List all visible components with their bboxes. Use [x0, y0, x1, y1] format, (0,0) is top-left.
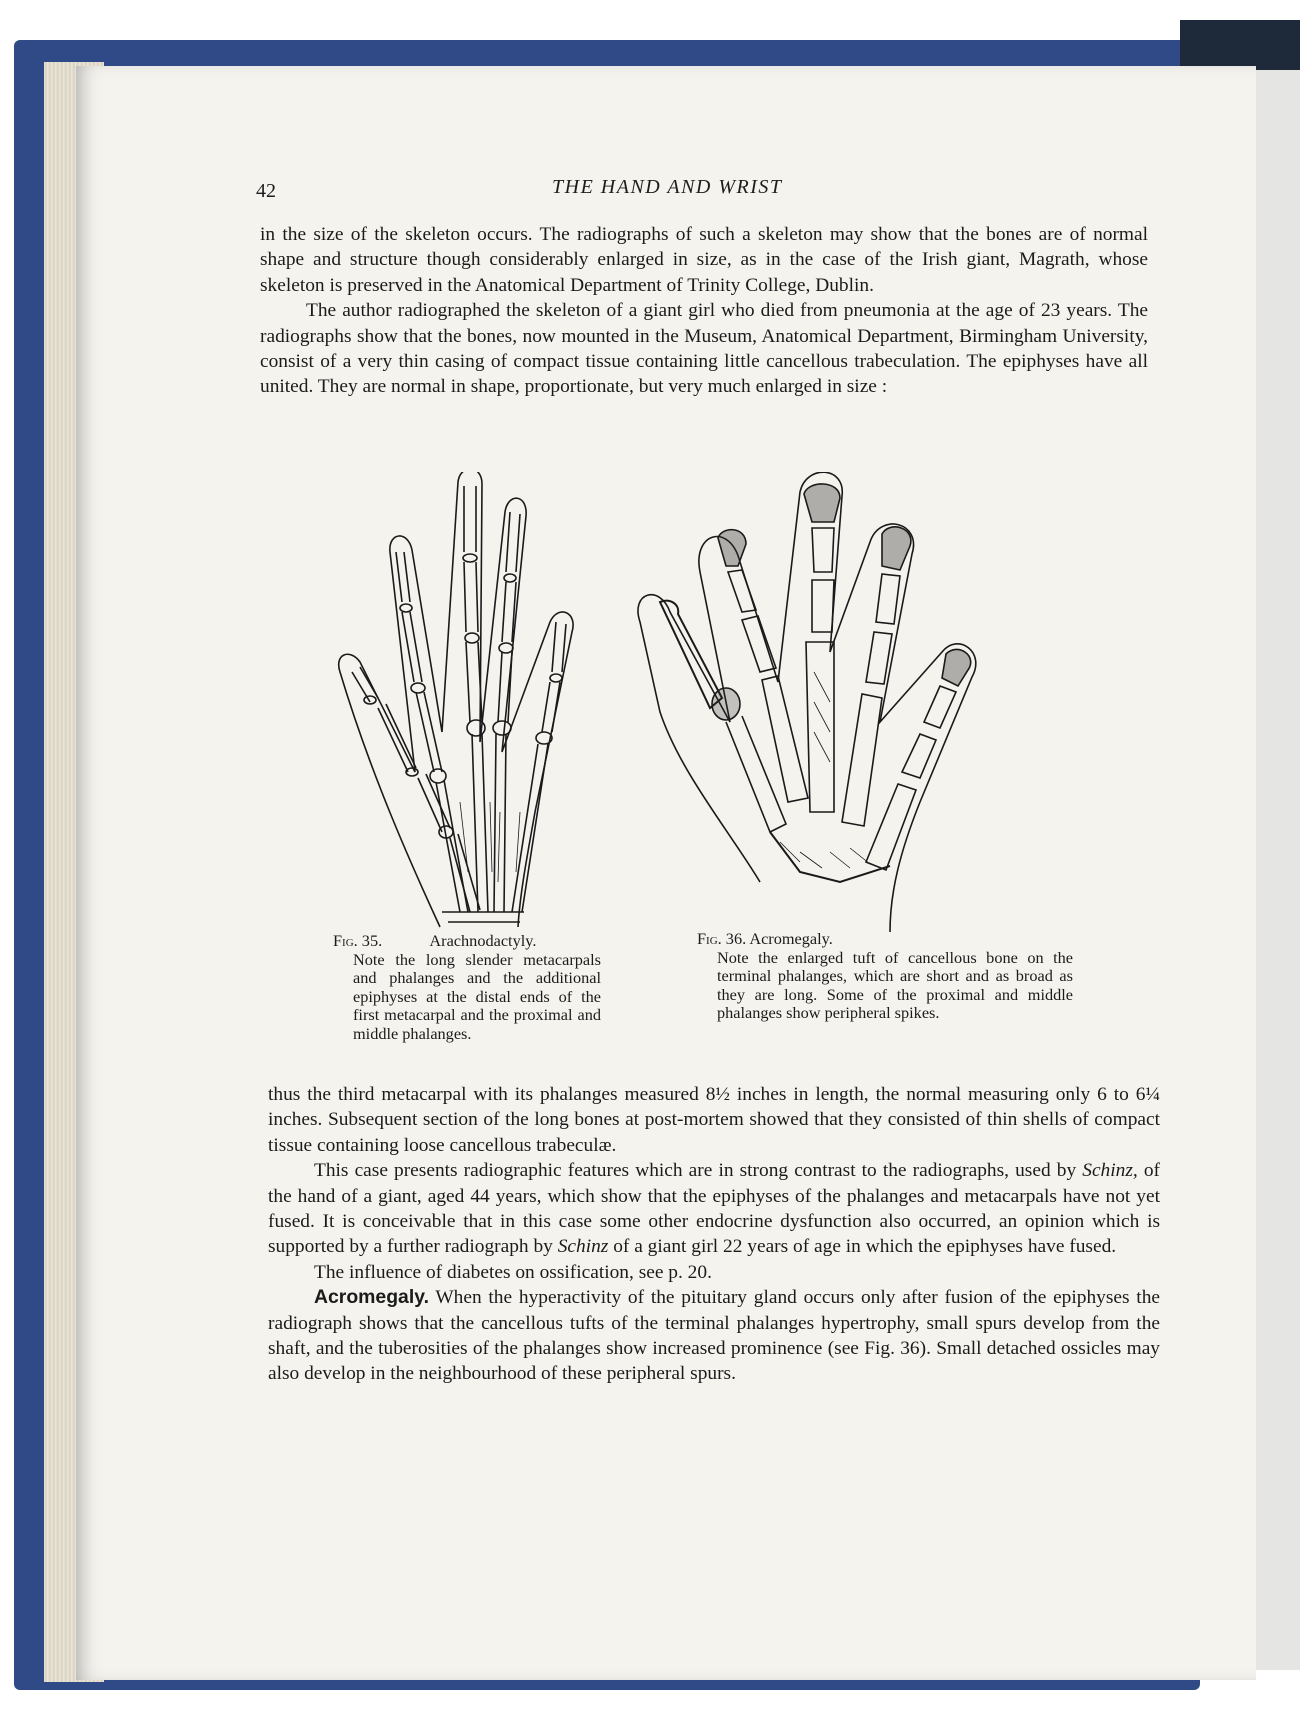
page-header	[256, 176, 896, 206]
figure-caption-title: Arachnodactyly.	[429, 931, 537, 950]
paragraph: The author radiographed the skeleton of a giant girl who died from pneumonia at the age of 23 years. The radiographs show that the bones, now mounted in the Museum, Anatomical Department, Birmingham University, consist of a very thin casing of compact tissue containing little cancellous trabeculation. The epiphyses have all united. They are normal in shape, proportionate, but very much enlarged in size :	[260, 300, 1148, 398]
figure-caption-title: Acromegaly.	[749, 929, 833, 948]
section-heading: Acromegaly.	[314, 1286, 429, 1309]
fig36-hand-drawing	[638, 472, 976, 932]
paragraph: in the size of the skeleton occurs. The radiographs of such a skeleton may show that the bones are of normal shape and structure though considerably enlarged in size, as in the case of the Irish giant, Magrath, whose skeleton is preserved in the Anatomical Department of Trinity College, Dublin.	[260, 224, 1148, 296]
text-run: of the hand of a giant, aged 44 years, which show that the epiphyses of the phalanges and metacarpals have not yet fused. It is conceivable that in this case some other endocrine dysfunction also occurred, an opinion which is supported by a further radiograph by	[268, 1160, 1160, 1258]
figure-label: Fig. 35.	[333, 931, 383, 950]
body-text-bottom	[268, 1082, 1160, 1387]
figure-label: Fig. 36.	[697, 929, 747, 948]
text-run: When the hyperactivity of the pituitary gland occurs only after fusion of the epiphyses the radiograph shows that the cancellous tufts of the terminal phalanges hypertrophy, small spurs develop from the shaft, and the tuberosities of the phalanges show increased prominence (see Fig. 36). Small detached ossicles may also develop in the neighbourhood of these peripheral spurs.	[268, 1287, 1160, 1385]
author-name: Schinz,	[1082, 1160, 1138, 1182]
paragraph-schinz	[268, 1158, 1160, 1260]
figure-caption-body: Note the long slender metacarpals and phalanges and the additional epiphyses at the distal ends of the first metacarpal and the proximal and middle phalanges.	[353, 949, 601, 1043]
figure-35-caption	[333, 932, 601, 1044]
body-text-top	[260, 222, 1148, 400]
page-number: 42	[256, 180, 276, 202]
background-right-strip	[1256, 70, 1300, 1670]
paragraph: The influence of diabetes on ossification, see p. 20.	[314, 1261, 712, 1283]
paragraph-acromegaly	[268, 1285, 1160, 1387]
author-name: Schinz	[557, 1236, 609, 1258]
text-run: This case presents radiographic features which are in strong contrast to the radiographs, used by	[314, 1160, 1083, 1182]
text-run: of a giant girl 22 years of age in which the epiphyses have fused.	[608, 1236, 1117, 1258]
figure-36-caption	[697, 930, 1073, 1023]
figure-illustrations	[330, 472, 1090, 932]
paragraph: thus the third metacarpal with its phalanges measured 8½ inches in length, the normal measuring only 6 to 6¼ inches. Subsequent section of the long bones at post-mortem showed that they consisted of thin shells of compact tissue containing loose cancellous trabeculæ.	[268, 1084, 1160, 1156]
fig35-hand-drawing	[339, 472, 573, 927]
figure-caption-body: Note the enlarged tuft of cancellous bone on the terminal phalanges, which are short and as broad as they are long. Some of the proximal and middle phalanges show peripheral spikes.	[717, 947, 1073, 1023]
running-head: THE HAND AND WRIST	[552, 176, 783, 198]
